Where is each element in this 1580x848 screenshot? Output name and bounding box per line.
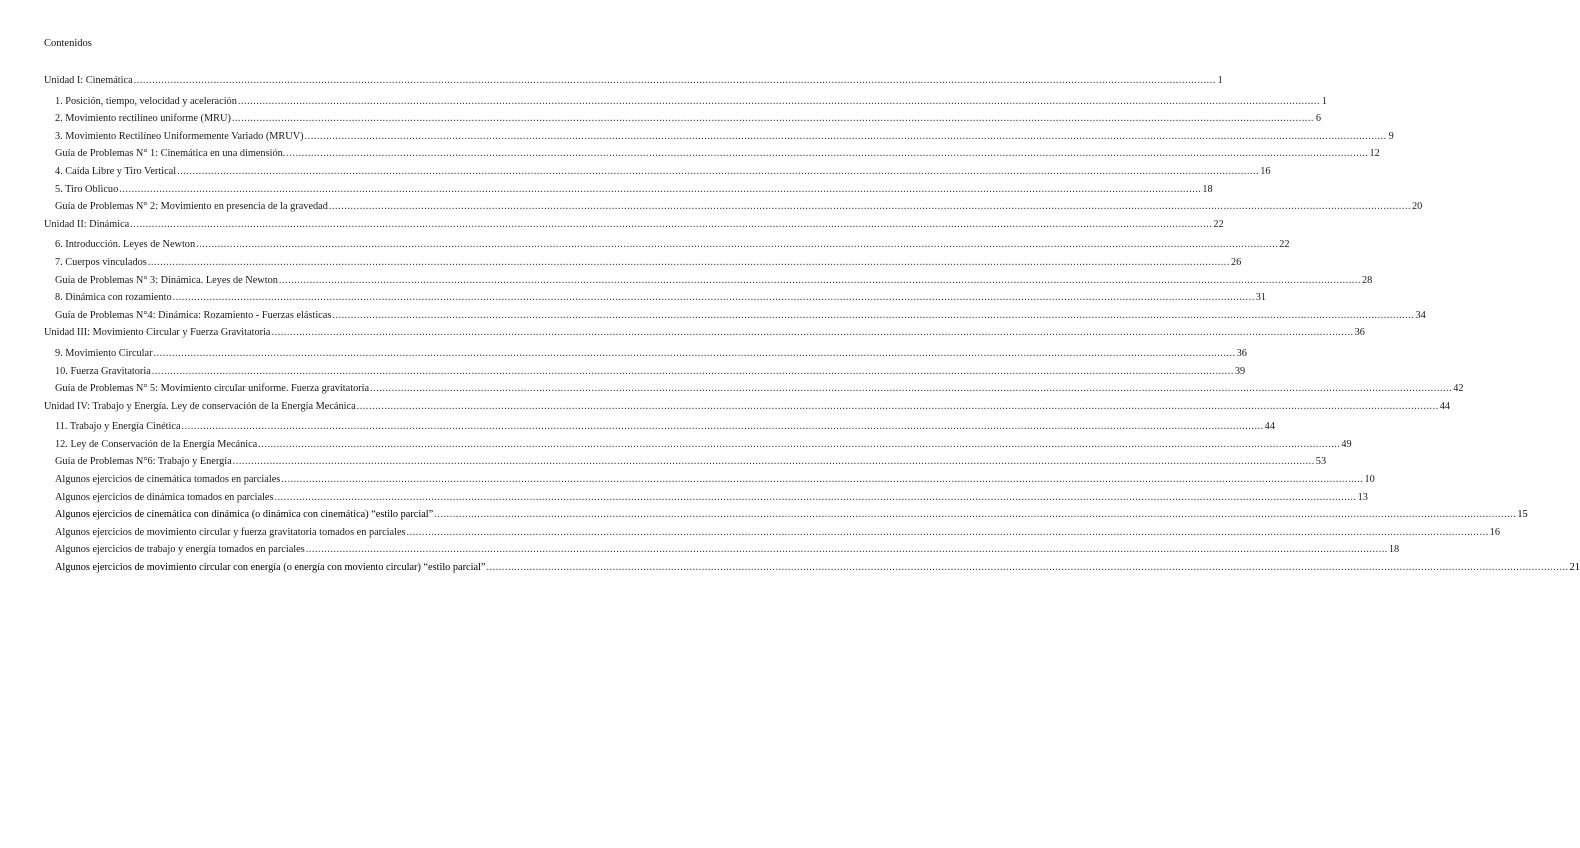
toc-entry[interactable] <box>44 382 1464 400</box>
toc-entry-page: 10 <box>1364 474 1375 486</box>
toc-entry-page: 49 <box>1341 438 1352 450</box>
toc-entry[interactable] <box>44 256 1242 274</box>
toc-entry-page: 13 <box>1357 491 1368 503</box>
toc-entry[interactable] <box>44 543 1400 561</box>
toc-entry-title: Guía de Problemas N° 1: Cinemática en una dimensión. <box>55 148 286 160</box>
toc-entry-page: 18 <box>1202 183 1213 195</box>
toc-dot-leader <box>238 95 1320 108</box>
toc-dot-leader <box>279 274 1361 287</box>
toc-dot-leader <box>271 326 1353 339</box>
toc-entry[interactable] <box>44 420 1275 438</box>
toc-entry-title: Algunos ejercicios de cinemática con dinámica (o dinámica con cinemática) “estilo parcial” <box>55 509 434 521</box>
toc-dot-leader <box>196 238 1278 251</box>
toc-entry-title: Unidad III: Movimiento Circular y Fuerza Gravitatoria <box>44 327 271 339</box>
toc-entry[interactable] <box>44 95 1327 113</box>
toc-dot-leader <box>232 112 1314 125</box>
toc-unit-entry[interactable] <box>44 326 1365 344</box>
toc-dot-leader <box>173 291 1255 304</box>
toc-entry-title: Guía de Problemas N° 5: Movimiento circular uniforme. Fuerza gravitatoria <box>55 383 370 395</box>
toc-dot-leader <box>148 256 1230 269</box>
toc-dot-leader <box>274 491 1356 504</box>
toc-dot-leader <box>130 218 1212 231</box>
toc-entry-page: 42 <box>1453 383 1464 395</box>
toc-dot-leader <box>177 165 1259 178</box>
toc-dot-leader <box>306 543 1388 556</box>
toc-entry-page: 16 <box>1260 165 1271 177</box>
toc-entry[interactable] <box>44 309 1426 327</box>
toc-entry-page: 6 <box>1315 113 1321 125</box>
toc-entry-page: 26 <box>1230 256 1242 268</box>
toc-dot-leader <box>329 200 1411 213</box>
toc-entry-page: 22 <box>1279 239 1290 251</box>
toc-entry-page: 12 <box>1369 148 1380 160</box>
toc-dot-leader <box>154 347 1236 360</box>
toc-entry-title: Algunos ejercicios de cinemática tomados en parciales <box>55 474 281 486</box>
toc-entry-title: Guía de Problemas N° 2: Movimiento en presencia de la gravedad <box>55 201 328 213</box>
toc-heading: Contenidos <box>44 38 92 49</box>
toc-dot-leader <box>332 309 1414 322</box>
toc-entry[interactable] <box>44 165 1271 183</box>
toc-entry-page: 18 <box>1388 544 1400 556</box>
toc-entry[interactable] <box>44 112 1321 130</box>
toc-entry[interactable] <box>44 455 1327 473</box>
toc-entry-page: 36 <box>1236 347 1247 359</box>
toc-entry-title: 6. Introducción. Leyes de Newton <box>55 239 196 251</box>
toc-entry-title: Guía de Problemas N°4: Dinámica: Rozamiento - Fuerzas elásticas <box>55 309 332 321</box>
toc-entry[interactable] <box>44 200 1423 218</box>
toc-entry-page: 53 <box>1315 456 1327 468</box>
toc-dot-leader <box>182 420 1264 433</box>
toc-entry-page: 9 <box>1388 130 1394 142</box>
toc-entry-page: 15 <box>1517 509 1528 521</box>
toc-entry[interactable] <box>44 526 1500 544</box>
toc-dot-leader <box>134 74 1216 87</box>
toc-entry-page: 31 <box>1255 292 1267 304</box>
toc-dot-leader <box>233 455 1315 468</box>
toc-entry-page: 16 <box>1489 526 1500 538</box>
toc-entry-page: 34 <box>1415 309 1426 321</box>
toc-entry-title: Guía de Problemas N° 3: Dinámica. Leyes de Newton <box>55 274 278 286</box>
toc-entry-title: Unidad II: Dinámica <box>44 218 130 230</box>
toc-entry-title: 9. Movimiento Circular <box>55 347 153 359</box>
toc-entry-title: Unidad I: Cinemática <box>44 75 133 86</box>
toc-entry-page: 44 <box>1439 400 1451 412</box>
toc-dot-leader <box>434 508 1516 521</box>
toc-entry[interactable] <box>44 274 1373 292</box>
toc-entry-page: 1 <box>1217 75 1223 86</box>
toc-entry-title: 12. Ley de Conservación de la Energía Mecánica <box>55 438 258 450</box>
toc-entry[interactable] <box>44 508 1528 526</box>
toc-entry-title: 2. Movimiento rectilíneo uniforme (MRU) <box>55 113 231 125</box>
toc-dot-leader <box>152 365 1234 378</box>
toc-entry[interactable] <box>44 365 1246 383</box>
toc-entry-page: 21 <box>1569 562 1580 574</box>
toc-entry-page: 1 <box>1321 95 1327 107</box>
toc-entry[interactable] <box>44 438 1352 456</box>
toc-entry-title: Unidad IV: Trabajo y Energía. Ley de conservación de la Energía Mecánica <box>44 400 356 412</box>
toc-entry[interactable] <box>44 130 1394 148</box>
toc-dot-leader <box>357 400 1439 413</box>
toc-dot-leader <box>370 382 1452 395</box>
toc-entry-title: 8. Dinámica con rozamiento <box>55 292 172 304</box>
toc-entry-title: 7. Cuerpos vinculados <box>55 256 147 268</box>
toc-dot-leader <box>281 473 1363 486</box>
toc-entry[interactable] <box>44 291 1267 309</box>
toc-dot-leader <box>286 147 1368 160</box>
toc-entry[interactable] <box>44 238 1290 256</box>
toc-entry-title: Guía de Problemas N°6: Trabajo y Energía <box>55 456 232 468</box>
toc-entry[interactable] <box>44 473 1375 491</box>
toc-entry-title: 5. Tiro Oblicuo <box>55 183 119 195</box>
toc-entry-title: Algunos ejercicios de movimiento circular con energía (o energía con moviento circular) “estilo parcial” <box>55 562 486 574</box>
toc-entry[interactable] <box>44 491 1368 509</box>
toc-entry-page: 20 <box>1412 201 1423 213</box>
toc-unit-entry[interactable] <box>44 218 1224 236</box>
toc-entry-title: 10. Fuerza Gravitatoria <box>55 365 151 377</box>
toc-entry-page: 44 <box>1264 421 1275 433</box>
toc-entry-title: Algunos ejercicios de movimiento circular y fuerza gravitatoria tomados en parciales <box>55 526 406 538</box>
toc-unit-entry[interactable] <box>44 74 1223 92</box>
toc-entry-page: 28 <box>1362 274 1373 286</box>
toc-entry[interactable] <box>44 147 1380 165</box>
toc-entry[interactable] <box>44 561 1580 579</box>
toc-dot-leader <box>305 130 1387 143</box>
toc-entry-title: 3. Movimiento Rectilíneo Uniformemente Variado (MRUV) <box>55 130 304 142</box>
toc-entry-page: 39 <box>1234 365 1246 377</box>
toc-dot-leader <box>407 526 1489 539</box>
toc-unit-entry[interactable] <box>44 400 1451 418</box>
toc-entry-page: 36 <box>1354 327 1365 339</box>
table-of-contents <box>44 74 1580 579</box>
toc-entry[interactable] <box>44 183 1213 201</box>
toc-dot-leader <box>258 438 1340 451</box>
toc-entry-title: 11. Trabajo y Energía Cinética <box>55 421 181 433</box>
toc-entry-title: 4. Caída Libre y Tiro Vertical <box>55 165 177 177</box>
toc-entry[interactable] <box>44 347 1247 365</box>
toc-entry-title: Algunos ejercicios de dinámica tomados en parciales <box>55 491 274 503</box>
toc-dot-leader <box>487 561 1569 574</box>
toc-entry-title: 1. Posición, tiempo, velocidad y aceleración <box>55 95 237 107</box>
toc-entry-title: Algunos ejercicios de trabajo y energía tomados en parciales <box>55 544 305 556</box>
toc-dot-leader <box>119 183 1201 196</box>
toc-entry-page: 22 <box>1213 218 1224 230</box>
